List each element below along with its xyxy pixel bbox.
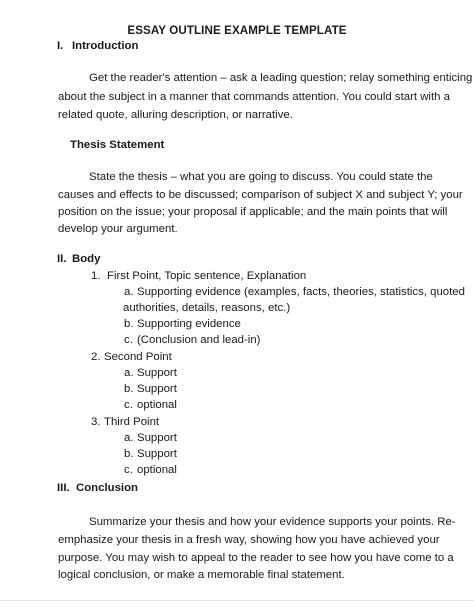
section-heading-conclusion: Conclusion (76, 482, 139, 494)
sub-line: Support (137, 448, 177, 460)
section-number-conclusion: III. (57, 482, 70, 494)
sub-line: optional (137, 399, 177, 411)
thesis-line: causes and effects to be discussed; comparison of subject X and subject Y; your (58, 189, 463, 201)
section-heading-body: Body (72, 253, 101, 265)
section-number-intro: I. (57, 40, 64, 52)
sub-letter: a. (124, 432, 134, 444)
conclusion-line: logical conclusion, or make a memorable final statement. (58, 569, 345, 581)
point-number: 2. (91, 351, 101, 363)
point-label: Third Point (104, 416, 160, 428)
sub-letter: c. (124, 334, 133, 346)
sub-line: Support (137, 383, 177, 395)
intro-line: related quote, alluring description, or narrative. (58, 109, 293, 121)
intro-line: about the subject in a manner that commands attention. You could start with a (58, 91, 450, 103)
sub-letter: b. (124, 448, 134, 460)
sub-letter: b. (124, 318, 134, 330)
sub-letter: c. (124, 399, 133, 411)
point-number: 1. (91, 270, 101, 282)
sub-line: (Conclusion and lead-in) (137, 334, 261, 346)
point-number: 3. (91, 416, 101, 428)
sub-letter: c. (124, 464, 133, 476)
sub-line: Support (137, 432, 177, 444)
intro-line: Get the reader's attention – ask a leading question; relay something enticing (89, 72, 473, 84)
point-label: Second Point (104, 351, 172, 363)
sub-letter: b. (124, 383, 134, 395)
conclusion-line: emphasize your thesis in a fresh way, showing how you have achieved your (58, 534, 440, 546)
sub-letter: a. (124, 367, 134, 379)
sub-line: Supporting evidence (examples, facts, theories, statistics, quoted (137, 286, 465, 298)
sub-line: optional (137, 464, 177, 476)
sub-letter: a. (124, 286, 134, 298)
point-label: First Point, Topic sentence, Explanation (107, 270, 307, 282)
section-number-body: II. (57, 253, 67, 265)
document-title: ESSAY OUTLINE EXAMPLE TEMPLATE (127, 24, 347, 37)
thesis-line: position on the issue; your proposal if applicable; and the main points that will (58, 206, 448, 218)
sub-line: Support (137, 367, 177, 379)
thesis-line: develop your argument. (58, 223, 178, 235)
thesis-heading: Thesis Statement (70, 139, 165, 151)
conclusion-line: purpose. You may wish to appeal to the reader to see how you have come to a (58, 552, 454, 564)
sub-line: authorities, details, reasons, etc.) (123, 302, 291, 314)
section-heading-intro: Introduction (72, 40, 139, 52)
thesis-line: State the thesis – what you are going to discuss. You could state the (89, 171, 433, 183)
conclusion-line: Summarize your thesis and how your evidence supports your points. Re- (89, 516, 456, 528)
sub-line: Supporting evidence (137, 318, 241, 330)
page-edge-divider (0, 600, 474, 601)
